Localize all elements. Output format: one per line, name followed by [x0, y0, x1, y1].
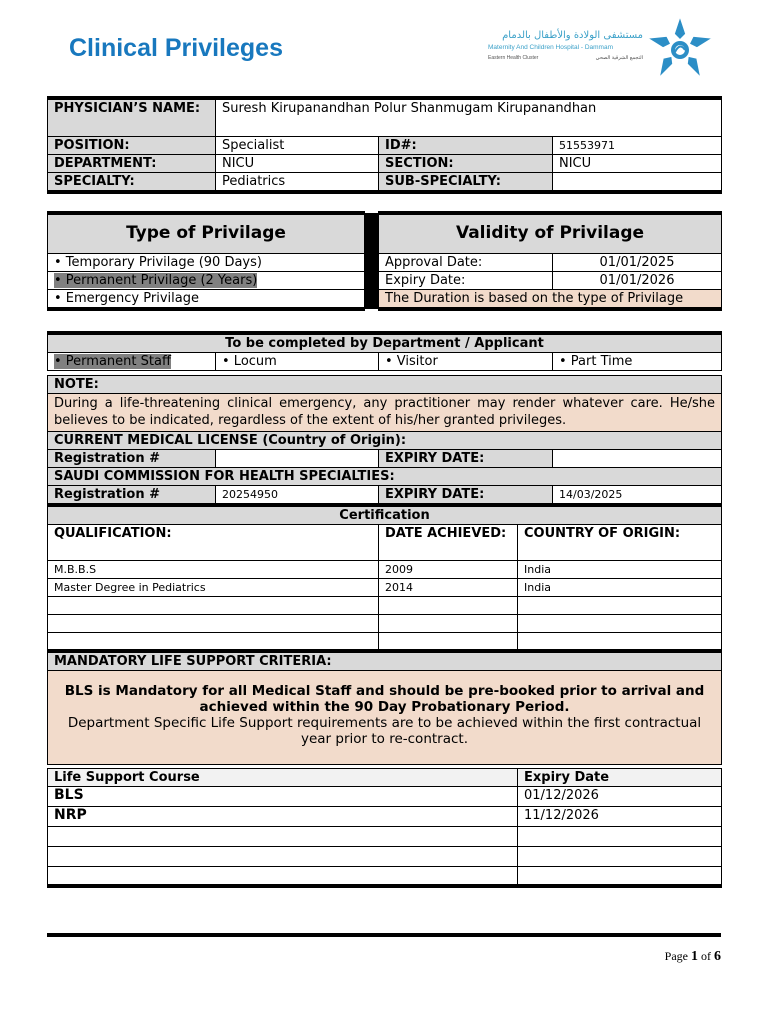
- country-cell[interactable]: India: [518, 579, 722, 597]
- privilege-table: [47, 211, 722, 311]
- staff-type-permanent[interactable]: [48, 353, 216, 371]
- staff-type-visitor[interactable]: • Visitor: [379, 353, 553, 371]
- country-cell[interactable]: [518, 597, 722, 615]
- life-support-heading: MANDATORY LIFE SUPPORT CRITERIA:: [48, 651, 722, 671]
- scfhs-registration-value[interactable]: 20254950: [216, 486, 379, 506]
- life-support-course-cell[interactable]: [48, 866, 518, 886]
- expiry-date-value[interactable]: 01/01/2026: [553, 271, 722, 289]
- qualification-cell[interactable]: M.B.B.S: [48, 561, 379, 579]
- qualification-cell[interactable]: Master Degree in Pediatrics: [48, 579, 379, 597]
- life-support-bold-text: BLS is Mandatory for all Medical Staff and should be pre-booked prior to arrival and achieved within the 90 Day Probationary Period.: [64, 682, 705, 715]
- subspecialty-value[interactable]: [553, 172, 722, 192]
- qualification-header: QUALIFICATION:: [48, 525, 379, 561]
- privilege-option-emergency[interactable]: • Emergency Privilage: [48, 289, 365, 309]
- applicant-table: [47, 331, 722, 888]
- scfhs-heading: SAUDI COMMISSION FOR HEALTH SPECIALTIES:: [48, 468, 722, 486]
- date-achieved-cell[interactable]: 2014: [379, 579, 518, 597]
- id-value[interactable]: 51553971: [553, 136, 722, 154]
- certification-heading: Certification: [48, 505, 722, 525]
- date-achieved-cell[interactable]: 2009: [379, 561, 518, 579]
- hospital-logo-text: [488, 30, 643, 61]
- physician-name-value[interactable]: Suresh Kirupanandhan Polur Shanmugam Kirupanandhan: [216, 98, 722, 136]
- specialty-value[interactable]: Pediatrics: [216, 172, 379, 192]
- license-heading: CURRENT MEDICAL LICENSE (Country of Origin):: [48, 432, 722, 450]
- duration-note: The Duration is based on the type of Privilage: [379, 289, 722, 309]
- license-expiry-label: EXPIRY DATE:: [379, 450, 553, 468]
- license-expiry-value[interactable]: [553, 450, 722, 468]
- license-registration-label: Registration #: [48, 450, 216, 468]
- approval-date-label: Approval Date:: [379, 253, 553, 271]
- country-of-origin-header: COUNTRY OF ORIGIN:: [518, 525, 722, 561]
- life-support-course-cell[interactable]: [48, 826, 518, 846]
- physician-name-label: PHYSICIAN’S NAME:: [48, 98, 216, 136]
- life-support-normal-text: Department Specific Life Support requirements are to be achieved within the first contractual year prior to re-contract.: [67, 714, 702, 747]
- staff-type-permanent-label: • Permanent Staff: [54, 354, 171, 369]
- note-label: NOTE:: [48, 376, 722, 394]
- life-support-expiry-cell[interactable]: 01/12/2026: [518, 786, 722, 806]
- privilege-option-temporary[interactable]: • Temporary Privilage (90 Days): [48, 253, 365, 271]
- cluster-name-arabic: التجمع الشرقية الصحي: [595, 55, 643, 61]
- life-support-expiry-header: Expiry Date: [518, 768, 722, 786]
- date-achieved-header: DATE ACHIEVED:: [379, 525, 518, 561]
- section-label: SECTION:: [379, 154, 553, 172]
- approval-date-value[interactable]: 01/01/2025: [553, 253, 722, 271]
- type-of-privilege-heading: Type of Privilage: [48, 213, 365, 253]
- staff-type-part-time[interactable]: • Part Time: [553, 353, 722, 371]
- life-support-expiry-cell[interactable]: [518, 866, 722, 886]
- specialty-label: SPECIALTY:: [48, 172, 216, 192]
- life-support-course-cell[interactable]: [48, 846, 518, 866]
- footer-divider: [47, 933, 721, 937]
- country-cell[interactable]: India: [518, 561, 722, 579]
- hospital-name-arabic: مستشفى الولادة والأطفال بالدمام: [502, 30, 643, 41]
- life-support-expiry-cell[interactable]: 11/12/2026: [518, 806, 722, 826]
- section-value[interactable]: NICU: [553, 154, 722, 172]
- qualification-cell[interactable]: [48, 633, 379, 651]
- page-title: Clinical Privileges: [69, 34, 283, 62]
- hospital-name-english: Maternity And Children Hospital - Dammam: [488, 44, 613, 51]
- position-value[interactable]: Specialist: [216, 136, 379, 154]
- page-number: Page 1 of 6: [664, 949, 721, 964]
- scfhs-expiry-label: EXPIRY DATE:: [379, 486, 553, 506]
- hospital-star-logo-icon: [645, 14, 715, 80]
- position-label: POSITION:: [48, 136, 216, 154]
- life-support-expiry-cell[interactable]: [518, 846, 722, 866]
- life-support-expiry-cell[interactable]: [518, 826, 722, 846]
- physician-info-table: [47, 96, 722, 194]
- qualification-cell[interactable]: [48, 597, 379, 615]
- subspecialty-label: SUB-SPECIALTY:: [379, 172, 553, 192]
- license-registration-value[interactable]: [216, 450, 379, 468]
- country-cell[interactable]: [518, 615, 722, 633]
- date-achieved-cell[interactable]: [379, 633, 518, 651]
- expiry-date-label: Expiry Date:: [379, 271, 553, 289]
- life-support-course-cell[interactable]: BLS: [48, 786, 518, 806]
- privilege-option-permanent[interactable]: [48, 271, 365, 289]
- applicant-heading: To be completed by Department / Applicant: [48, 333, 722, 353]
- staff-type-locum[interactable]: • Locum: [216, 353, 379, 371]
- cluster-name-english: Eastern Health Cluster: [488, 55, 539, 61]
- note-text: During a life-threatening clinical emergency, any practitioner may render whatever care. He/she believes to be indicated, regardless of the extent of his/her granted privileges.: [48, 394, 722, 432]
- scfhs-expiry-value[interactable]: 14/03/2025: [553, 486, 722, 506]
- date-achieved-cell[interactable]: [379, 615, 518, 633]
- date-achieved-cell[interactable]: [379, 597, 518, 615]
- validity-of-privilege-heading: Validity of Privilage: [379, 213, 722, 253]
- life-support-criteria: [48, 670, 722, 764]
- life-support-course-cell[interactable]: NRP: [48, 806, 518, 826]
- scfhs-registration-label: Registration #: [48, 486, 216, 506]
- department-label: DEPARTMENT:: [48, 154, 216, 172]
- life-support-course-header: Life Support Course: [48, 768, 518, 786]
- id-label: ID#:: [379, 136, 553, 154]
- privilege-option-permanent-label: • Permanent Privilage (2 Years): [54, 272, 258, 288]
- country-cell[interactable]: [518, 633, 722, 651]
- department-value[interactable]: NICU: [216, 154, 379, 172]
- qualification-cell[interactable]: [48, 615, 379, 633]
